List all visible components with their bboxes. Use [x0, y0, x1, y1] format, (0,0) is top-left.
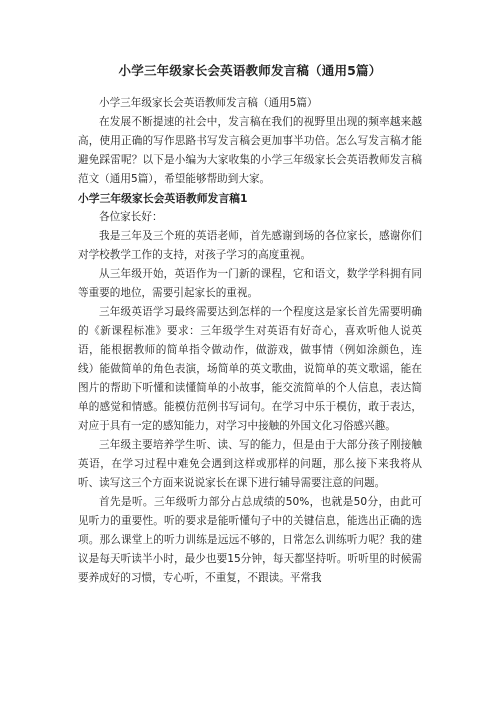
document-page	[78, 62, 422, 588]
paragraph-body: 三年级主要培养学生听、读、写的能力，但是由于大部分孩子刚接触英语，在学习过程中难免会遇到这样或那样的问题，那么接下来我将从听、读写这三个方面来说说家长在课下进行辅导需要注意的问题。	[78, 439, 422, 489]
section-heading: 小学三年级家长会英语教师发言稿1	[78, 192, 248, 205]
document-title: 小学三年级家长会英语教师发言稿（通用5篇）	[118, 63, 382, 78]
paragraph-subtitle: 小学三年级家长会英语教师发言稿（通用5篇）	[99, 97, 318, 109]
paragraph-body: 三年级英语学习最终需要达到怎样的一个程度这是家长首先需要明确的《新课程标准》要求：三年级学生对英语有好奇心，喜欢听他人说英语，能根据教师的简单指令做动作，做游戏，做事情（例如涂颜色，连线）能做简单的角色表演，场简单的英文歌曲，说简单的英文歌谣，能在图片的帮助下听懂和读懂简单的小故事，能交流简单的个人信息，表达简单的感觉和情感。能模仿范例书写词句。在学习中乐于模仿，敢于表达，对应于具有一定的感知能力，对学习中接触的外国文化习俗感兴趣。	[78, 306, 422, 432]
paragraph-body: 从三年级开始，英语作为一门新的课程，它和语文，数学学科拥有同等重要的地位，需要引起家长的重视。	[78, 268, 422, 299]
paragraph-intro: 在发展不断提速的社会中，发言稿在我们的视野里出现的频率越来越高，使用正确的写作思路书写发言稿会更加事半功倍。怎么写发言稿才能避免踩雷呢？以下是小编为大家收集的小学三年级家长会英语教师发言稿范文（通用5篇），希望能够帮助到大家。	[78, 116, 422, 185]
paragraph-body: 我是三年及三个班的英语老师，首先感谢到场的各位家长，感谢你们对学校教学工作的支持，对孩子学习的高度重视。	[78, 230, 422, 261]
paragraph-body: 首先是听。三年级听力部分占总成绩的50%，也就是50分，由此可见听力的重要性。听的要求是能听懂句子中的关键信息，能选出正确的选项。那么课堂上的听力训练是远远不够的，日常怎么训练听力呢？我的建议是每天听读半小时，最少也要15分钟，每天都坚持听。听听里的时候需要养成好的习惯，专心听，不重复，不跟读。平常我	[78, 496, 422, 584]
paragraph-greeting: 各位家长好：	[99, 211, 163, 223]
